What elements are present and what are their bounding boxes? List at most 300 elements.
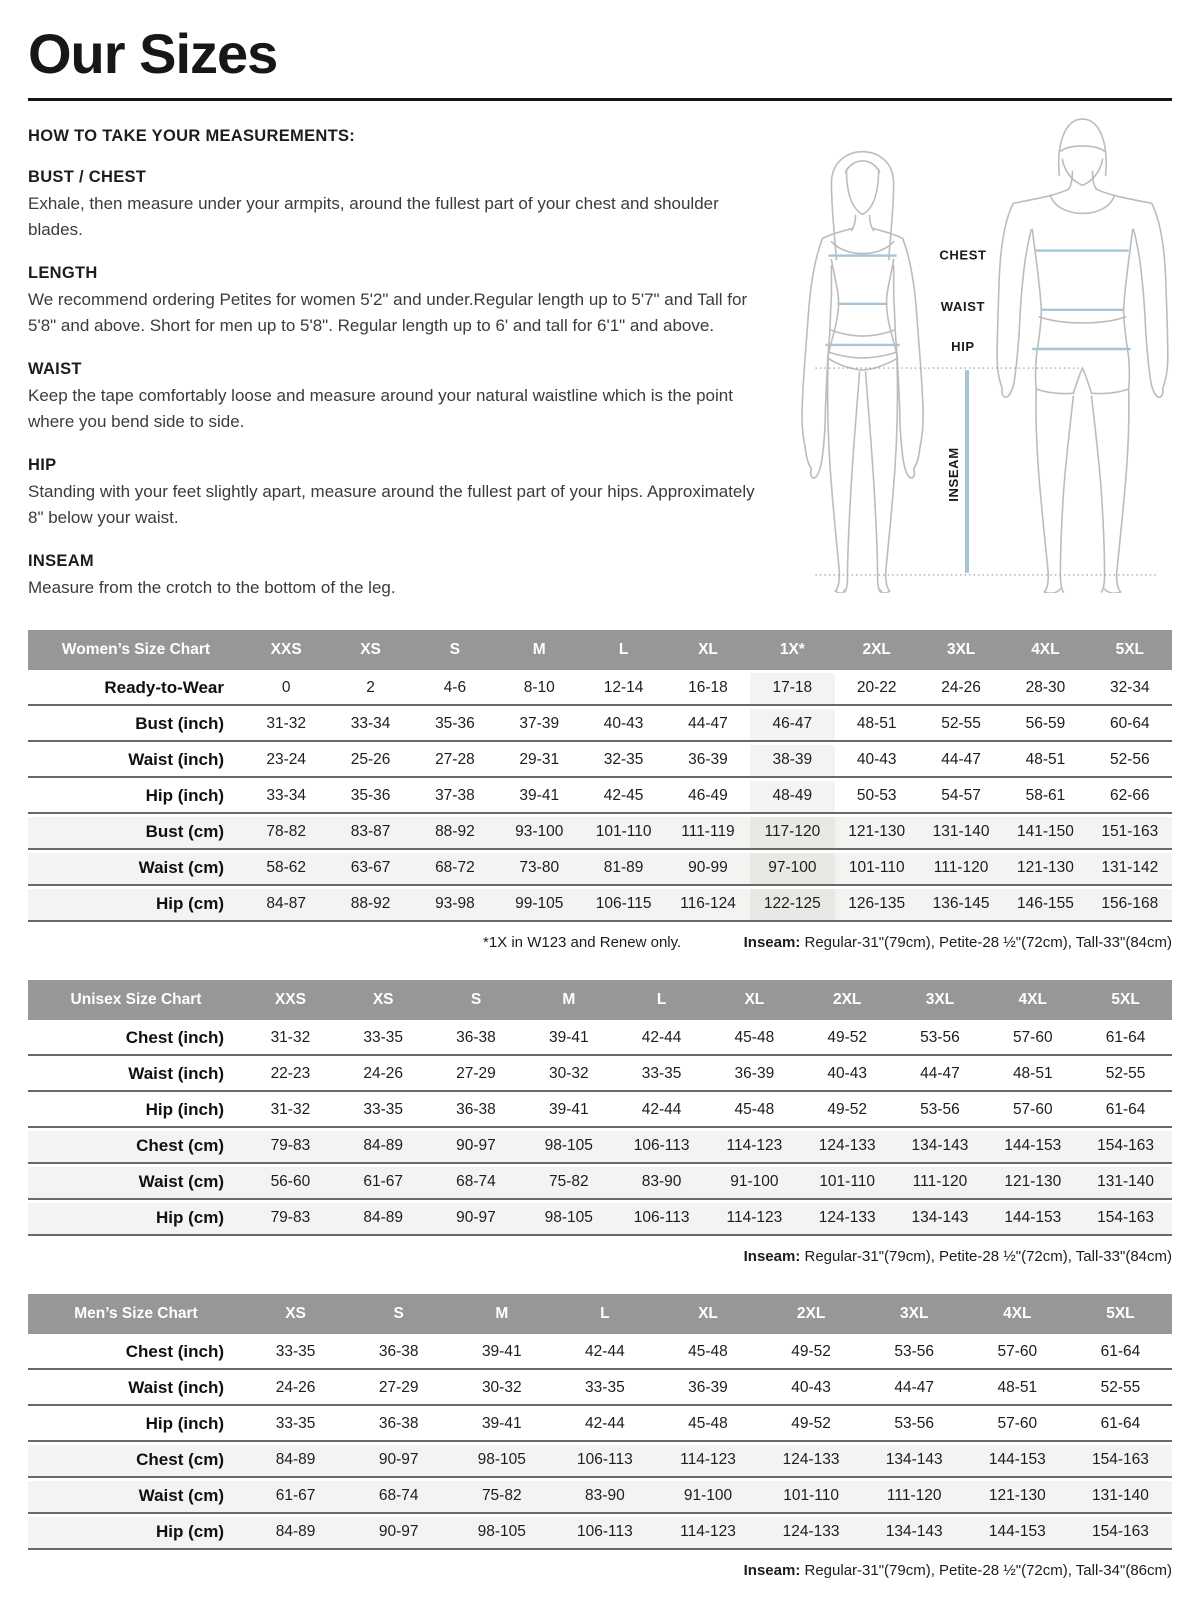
size-cell: 154-163 — [1079, 1131, 1172, 1164]
size-column-header: 4XL — [986, 980, 1079, 1020]
measurement-diagram — [768, 111, 1172, 593]
size-cell: 98-105 — [522, 1203, 615, 1236]
size-cell: 79-83 — [244, 1131, 337, 1164]
size-cell: 31-32 — [244, 1095, 337, 1128]
size-column-header: XL — [666, 630, 750, 670]
row-label: Waist (inch) — [28, 1059, 244, 1092]
size-cell: 93-100 — [497, 817, 581, 850]
size-cell: 49-52 — [801, 1095, 894, 1128]
size-cell: 30-32 — [450, 1373, 553, 1406]
size-cell: 131-140 — [1079, 1167, 1172, 1200]
size-cell: 36-39 — [666, 745, 750, 778]
size-cell: 37-39 — [497, 709, 581, 742]
size-cell: 33-35 — [337, 1095, 430, 1128]
table-row — [28, 1481, 1172, 1514]
woman-figure-outline — [802, 152, 923, 593]
size-cell: 84-89 — [337, 1131, 430, 1164]
size-cell: 91-100 — [656, 1481, 759, 1514]
size-cell: 101-110 — [835, 853, 919, 886]
size-column-header: M — [522, 980, 615, 1020]
size-column-header: S — [413, 630, 497, 670]
size-cell: 84-89 — [244, 1517, 347, 1550]
unisex-size-table — [28, 977, 1172, 1239]
row-label: Ready-to-Wear — [28, 673, 244, 706]
size-column-header: 5XL — [1079, 980, 1172, 1020]
size-cell: 39-41 — [522, 1023, 615, 1056]
men-table-title: Men’s Size Chart — [28, 1294, 244, 1334]
size-cell: 144-153 — [986, 1203, 1079, 1236]
size-cell: 40-43 — [760, 1373, 863, 1406]
table-row — [28, 709, 1172, 742]
size-column-header: XL — [708, 980, 801, 1020]
size-cell: 98-105 — [450, 1445, 553, 1478]
size-cell: 25-26 — [328, 745, 412, 778]
size-column-header: 1X* — [750, 630, 834, 670]
unisex-inseam-footnote — [744, 1248, 1172, 1265]
size-cell: 38-39 — [750, 745, 834, 778]
size-cell: 42-44 — [615, 1095, 708, 1128]
size-cell: 56-60 — [244, 1167, 337, 1200]
size-cell: 45-48 — [708, 1023, 801, 1056]
size-cell: 106-113 — [553, 1445, 656, 1478]
size-cell: 111-120 — [863, 1481, 966, 1514]
inseam-footnote-label: Inseam: — [743, 1561, 801, 1579]
table-row — [28, 1517, 1172, 1550]
size-cell: 28-30 — [1003, 673, 1087, 706]
size-cell: 20-22 — [835, 673, 919, 706]
size-cell: 57-60 — [986, 1095, 1079, 1128]
size-cell: 75-82 — [522, 1167, 615, 1200]
row-label: Waist (inch) — [28, 1373, 244, 1406]
man-figure-outline — [997, 119, 1168, 593]
size-cell: 90-97 — [430, 1203, 523, 1236]
size-cell: 50-53 — [835, 781, 919, 814]
size-cell: 36-39 — [656, 1373, 759, 1406]
size-cell: 32-34 — [1088, 673, 1172, 706]
women-inseam-footnote — [744, 934, 1172, 951]
title-divider — [28, 98, 1172, 101]
size-cell: 84-87 — [244, 889, 328, 922]
size-cell: 48-51 — [1003, 745, 1087, 778]
measurement-instructions — [28, 107, 768, 601]
size-cell: 136-145 — [919, 889, 1003, 922]
size-column-header: S — [347, 1294, 450, 1334]
men-inseam-footnote — [744, 1562, 1172, 1579]
size-cell: 53-56 — [863, 1337, 966, 1370]
size-cell: 83-87 — [328, 817, 412, 850]
size-cell: 42-45 — [581, 781, 665, 814]
size-cell: 101-110 — [581, 817, 665, 850]
size-cell: 45-48 — [708, 1095, 801, 1128]
size-cell: 58-62 — [244, 853, 328, 886]
size-cell: 156-168 — [1088, 889, 1172, 922]
size-cell: 73-80 — [497, 853, 581, 886]
size-cell: 42-44 — [553, 1337, 656, 1370]
size-cell: 52-55 — [1079, 1059, 1172, 1092]
row-label: Waist (cm) — [28, 853, 244, 886]
row-label: Hip (inch) — [28, 781, 244, 814]
size-column-header: XXS — [244, 630, 328, 670]
hip-label: HIP — [951, 338, 975, 354]
size-cell: 53-56 — [863, 1409, 966, 1442]
size-cell: 32-35 — [581, 745, 665, 778]
size-cell: 98-105 — [522, 1131, 615, 1164]
size-column-header: L — [581, 630, 665, 670]
size-cell: 93-98 — [413, 889, 497, 922]
size-cell: 84-89 — [244, 1445, 347, 1478]
size-cell: 124-133 — [760, 1517, 863, 1550]
size-cell: 36-38 — [430, 1095, 523, 1128]
size-cell: 49-52 — [801, 1023, 894, 1056]
size-cell: 36-38 — [347, 1409, 450, 1442]
size-cell: 33-35 — [337, 1023, 430, 1056]
size-cell: 52-55 — [1069, 1373, 1172, 1406]
size-cell: 44-47 — [919, 745, 1003, 778]
size-cell: 44-47 — [863, 1373, 966, 1406]
size-cell: 124-133 — [760, 1445, 863, 1478]
row-label: Hip (inch) — [28, 1095, 244, 1128]
size-cell: 61-67 — [337, 1167, 430, 1200]
size-column-header: 4XL — [966, 1294, 1069, 1334]
size-cell: 57-60 — [986, 1023, 1079, 1056]
size-cell: 36-38 — [430, 1023, 523, 1056]
row-label: Hip (inch) — [28, 1409, 244, 1442]
size-cell: 4-6 — [413, 673, 497, 706]
row-label: Chest (inch) — [28, 1337, 244, 1370]
size-cell: 121-130 — [1003, 853, 1087, 886]
size-cell: 90-97 — [347, 1517, 450, 1550]
table-header-row — [28, 1294, 1172, 1334]
size-cell: 88-92 — [328, 889, 412, 922]
size-column-header: 3XL — [863, 1294, 966, 1334]
size-cell: 61-64 — [1069, 1337, 1172, 1370]
size-cell: 2 — [328, 673, 412, 706]
size-cell: 78-82 — [244, 817, 328, 850]
size-cell: 56-59 — [1003, 709, 1087, 742]
size-cell: 131-142 — [1088, 853, 1172, 886]
size-cell: 124-133 — [801, 1131, 894, 1164]
size-cell: 40-43 — [581, 709, 665, 742]
size-cell: 75-82 — [450, 1481, 553, 1514]
size-cell: 131-140 — [1069, 1481, 1172, 1514]
size-cell: 48-51 — [966, 1373, 1069, 1406]
size-cell: 27-29 — [347, 1373, 450, 1406]
size-cell: 46-47 — [750, 709, 834, 742]
size-column-header: 2XL — [801, 980, 894, 1020]
size-cell: 48-49 — [750, 781, 834, 814]
size-cell: 134-143 — [894, 1203, 987, 1236]
size-cell: 12-14 — [581, 673, 665, 706]
size-cell: 134-143 — [863, 1517, 966, 1550]
inseam-label: INSEAM — [945, 447, 961, 502]
size-cell: 39-41 — [497, 781, 581, 814]
chest-label: CHEST — [939, 247, 987, 263]
size-cell: 39-41 — [450, 1337, 553, 1370]
size-column-header: M — [450, 1294, 553, 1334]
row-label: Chest (cm) — [28, 1445, 244, 1478]
size-cell: 35-36 — [413, 709, 497, 742]
size-column-header: XXS — [244, 980, 337, 1020]
size-cell: 48-51 — [986, 1059, 1079, 1092]
size-column-header: 5XL — [1088, 630, 1172, 670]
size-column-header: 3XL — [894, 980, 987, 1020]
table-row — [28, 817, 1172, 850]
size-cell: 114-123 — [656, 1517, 759, 1550]
table-row — [28, 1409, 1172, 1442]
size-cell: 31-32 — [244, 1023, 337, 1056]
size-cell: 22-23 — [244, 1059, 337, 1092]
row-label: Chest (cm) — [28, 1131, 244, 1164]
size-cell: 35-36 — [328, 781, 412, 814]
size-cell: 48-51 — [835, 709, 919, 742]
size-cell: 23-24 — [244, 745, 328, 778]
size-cell: 53-56 — [894, 1095, 987, 1128]
men-size-chart-section — [28, 1291, 1172, 1579]
size-column-header: 4XL — [1003, 630, 1087, 670]
row-label: Waist (inch) — [28, 745, 244, 778]
size-cell: 40-43 — [835, 745, 919, 778]
size-cell: 61-67 — [244, 1481, 347, 1514]
section-text-length: We recommend ordering Petites for women 5'2" and under.Regular length up to 5'7" and Tall for 5'8" and above. Short for men up to 5'8". Regular length up to 6' and tall for 6'1" and above. — [28, 290, 748, 335]
size-cell: 57-60 — [966, 1409, 1069, 1442]
size-cell: 62-66 — [1088, 781, 1172, 814]
table-row — [28, 889, 1172, 922]
size-cell: 90-99 — [666, 853, 750, 886]
body-figures-illustration — [768, 111, 1172, 593]
size-cell: 68-72 — [413, 853, 497, 886]
size-cell: 42-44 — [615, 1023, 708, 1056]
size-cell: 17-18 — [750, 673, 834, 706]
size-cell: 106-113 — [615, 1203, 708, 1236]
size-cell: 88-92 — [413, 817, 497, 850]
size-column-header: 5XL — [1069, 1294, 1172, 1334]
size-cell: 39-41 — [522, 1095, 615, 1128]
size-cell: 24-26 — [337, 1059, 430, 1092]
size-cell: 45-48 — [656, 1409, 759, 1442]
size-cell: 44-47 — [894, 1059, 987, 1092]
inseam-footnote-text: Regular-31"(79cm), Petite-28 ½"(72cm), Tall-33"(84cm) — [800, 1247, 1172, 1265]
table-row — [28, 1167, 1172, 1200]
size-cell: 91-100 — [708, 1167, 801, 1200]
inseam-footnote-label: Inseam: — [743, 933, 801, 951]
top-section — [28, 107, 1172, 601]
size-cell: 97-100 — [750, 853, 834, 886]
table-row — [28, 745, 1172, 778]
size-cell: 63-67 — [328, 853, 412, 886]
size-column-header: S — [430, 980, 523, 1020]
size-cell: 52-56 — [1088, 745, 1172, 778]
table-row — [28, 1445, 1172, 1478]
size-cell: 111-120 — [919, 853, 1003, 886]
size-cell: 154-163 — [1069, 1445, 1172, 1478]
size-cell: 68-74 — [430, 1167, 523, 1200]
men-size-table — [28, 1291, 1172, 1553]
size-cell: 90-97 — [430, 1131, 523, 1164]
inseam-footnote-text: Regular-31"(79cm), Petite-28 ½"(72cm), Tall-34"(86cm) — [800, 1561, 1172, 1579]
size-cell: 27-28 — [413, 745, 497, 778]
size-cell: 122-125 — [750, 889, 834, 922]
size-cell: 45-48 — [656, 1337, 759, 1370]
size-cell: 114-123 — [656, 1445, 759, 1478]
row-label: Hip (cm) — [28, 889, 244, 922]
instructions-heading: HOW TO TAKE YOUR MEASUREMENTS: — [28, 127, 356, 145]
size-column-header: 3XL — [919, 630, 1003, 670]
size-cell: 146-155 — [1003, 889, 1087, 922]
size-cell: 8-10 — [497, 673, 581, 706]
size-cell: 79-83 — [244, 1203, 337, 1236]
size-cell: 54-57 — [919, 781, 1003, 814]
size-cell: 36-39 — [708, 1059, 801, 1092]
women-size-table — [28, 627, 1172, 925]
table-row — [28, 781, 1172, 814]
size-cell: 42-44 — [553, 1409, 656, 1442]
size-cell: 68-74 — [347, 1481, 450, 1514]
size-cell: 124-133 — [801, 1203, 894, 1236]
table-header-row — [28, 630, 1172, 670]
size-column-header: XS — [337, 980, 430, 1020]
size-cell: 126-135 — [835, 889, 919, 922]
row-label: Hip (cm) — [28, 1203, 244, 1236]
size-cell: 106-113 — [615, 1131, 708, 1164]
size-cell: 154-163 — [1069, 1517, 1172, 1550]
size-cell: 141-150 — [1003, 817, 1087, 850]
size-cell: 81-89 — [581, 853, 665, 886]
inseam-footnote-label: Inseam: — [743, 1247, 801, 1265]
size-cell: 24-26 — [919, 673, 1003, 706]
size-cell: 57-60 — [966, 1337, 1069, 1370]
size-column-header: 2XL — [835, 630, 919, 670]
size-cell: 144-153 — [986, 1131, 1079, 1164]
section-text-bust-chest: Exhale, then measure under your armpits, around the fullest part of your chest and shoulder blades. — [28, 194, 719, 239]
table-row — [28, 1131, 1172, 1164]
size-cell: 117-120 — [750, 817, 834, 850]
size-cell: 53-56 — [894, 1023, 987, 1056]
size-cell: 29-31 — [497, 745, 581, 778]
section-heading-length: LENGTH — [28, 264, 98, 282]
table-row — [28, 1095, 1172, 1128]
inseam-footnote-text: Regular-31"(79cm), Petite-28 ½"(72cm), Tall-33"(84cm) — [800, 933, 1172, 951]
size-cell: 61-64 — [1079, 1095, 1172, 1128]
size-cell: 98-105 — [450, 1517, 553, 1550]
size-cell: 134-143 — [894, 1131, 987, 1164]
size-cell: 111-119 — [666, 817, 750, 850]
table-row — [28, 1203, 1172, 1236]
size-cell: 36-38 — [347, 1337, 450, 1370]
size-cell: 30-32 — [522, 1059, 615, 1092]
row-label: Waist (cm) — [28, 1167, 244, 1200]
size-column-header: L — [553, 1294, 656, 1334]
size-cell: 49-52 — [760, 1337, 863, 1370]
section-text-inseam: Measure from the crotch to the bottom of the leg. — [28, 578, 396, 597]
size-cell: 33-35 — [244, 1409, 347, 1442]
women-size-chart-section — [28, 627, 1172, 951]
size-cell: 101-110 — [760, 1481, 863, 1514]
size-cell: 33-35 — [553, 1373, 656, 1406]
size-cell: 46-49 — [666, 781, 750, 814]
table-row — [28, 853, 1172, 886]
size-column-header: M — [497, 630, 581, 670]
size-cell: 33-34 — [244, 781, 328, 814]
women-footnotes — [28, 934, 1172, 951]
unisex-table-title: Unisex Size Chart — [28, 980, 244, 1020]
size-cell: 121-130 — [986, 1167, 1079, 1200]
row-label: Hip (cm) — [28, 1517, 244, 1550]
size-cell: 58-61 — [1003, 781, 1087, 814]
size-cell: 114-123 — [708, 1131, 801, 1164]
size-cell: 144-153 — [966, 1445, 1069, 1478]
size-cell: 31-32 — [244, 709, 328, 742]
table-row — [28, 1373, 1172, 1406]
size-cell: 37-38 — [413, 781, 497, 814]
size-cell: 61-64 — [1069, 1409, 1172, 1442]
size-column-header: L — [615, 980, 708, 1020]
size-cell: 33-35 — [244, 1337, 347, 1370]
size-cell: 44-47 — [666, 709, 750, 742]
table-row — [28, 1337, 1172, 1370]
women-1x-footnote: *1X in W123 and Renew only. — [483, 933, 682, 951]
men-size-chart — [28, 1291, 1172, 1553]
size-cell: 24-26 — [244, 1373, 347, 1406]
size-cell: 114-123 — [708, 1203, 801, 1236]
size-cell: 40-43 — [801, 1059, 894, 1092]
unisex-size-chart — [28, 977, 1172, 1239]
size-cell: 33-34 — [328, 709, 412, 742]
size-cell: 33-35 — [615, 1059, 708, 1092]
size-cell: 61-64 — [1079, 1023, 1172, 1056]
row-label: Bust (cm) — [28, 817, 244, 850]
size-column-header: 2XL — [760, 1294, 863, 1334]
page-title: Our Sizes — [28, 22, 278, 85]
size-cell: 151-163 — [1088, 817, 1172, 850]
section-heading-hip: HIP — [28, 456, 57, 474]
size-cell: 99-105 — [497, 889, 581, 922]
section-text-hip: Standing with your feet slightly apart, measure around the fullest part of your hips. Approximately 8" below your waist. — [28, 482, 755, 527]
size-cell: 116-124 — [666, 889, 750, 922]
size-cell: 27-29 — [430, 1059, 523, 1092]
row-label: Chest (inch) — [28, 1023, 244, 1056]
table-row — [28, 1059, 1172, 1092]
women-size-chart — [28, 627, 1172, 925]
men-footnotes — [28, 1562, 1172, 1579]
women-table-title: Women’s Size Chart — [28, 630, 244, 670]
size-cell: 83-90 — [553, 1481, 656, 1514]
size-cell: 39-41 — [450, 1409, 553, 1442]
size-cell: 16-18 — [666, 673, 750, 706]
section-heading-waist: WAIST — [28, 360, 82, 378]
table-row — [28, 1023, 1172, 1056]
size-cell: 144-153 — [966, 1517, 1069, 1550]
size-cell: 121-130 — [835, 817, 919, 850]
size-cell: 154-163 — [1079, 1203, 1172, 1236]
size-cell: 49-52 — [760, 1409, 863, 1442]
size-cell: 84-89 — [337, 1203, 430, 1236]
section-heading-bust-chest: BUST / CHEST — [28, 168, 147, 186]
section-text-waist: Keep the tape comfortably loose and measure around your natural waistline which is the point where you bend side to side. — [28, 386, 733, 431]
size-column-header: XS — [244, 1294, 347, 1334]
size-column-header: XL — [656, 1294, 759, 1334]
size-cell: 101-110 — [801, 1167, 894, 1200]
size-cell: 106-113 — [553, 1517, 656, 1550]
unisex-footnotes — [28, 1248, 1172, 1265]
row-label: Bust (inch) — [28, 709, 244, 742]
size-column-header: XS — [328, 630, 412, 670]
size-cell: 106-115 — [581, 889, 665, 922]
table-header-row — [28, 980, 1172, 1020]
section-heading-inseam: INSEAM — [28, 552, 94, 570]
size-cell: 111-120 — [894, 1167, 987, 1200]
waist-label: WAIST — [940, 298, 986, 314]
size-cell: 83-90 — [615, 1167, 708, 1200]
